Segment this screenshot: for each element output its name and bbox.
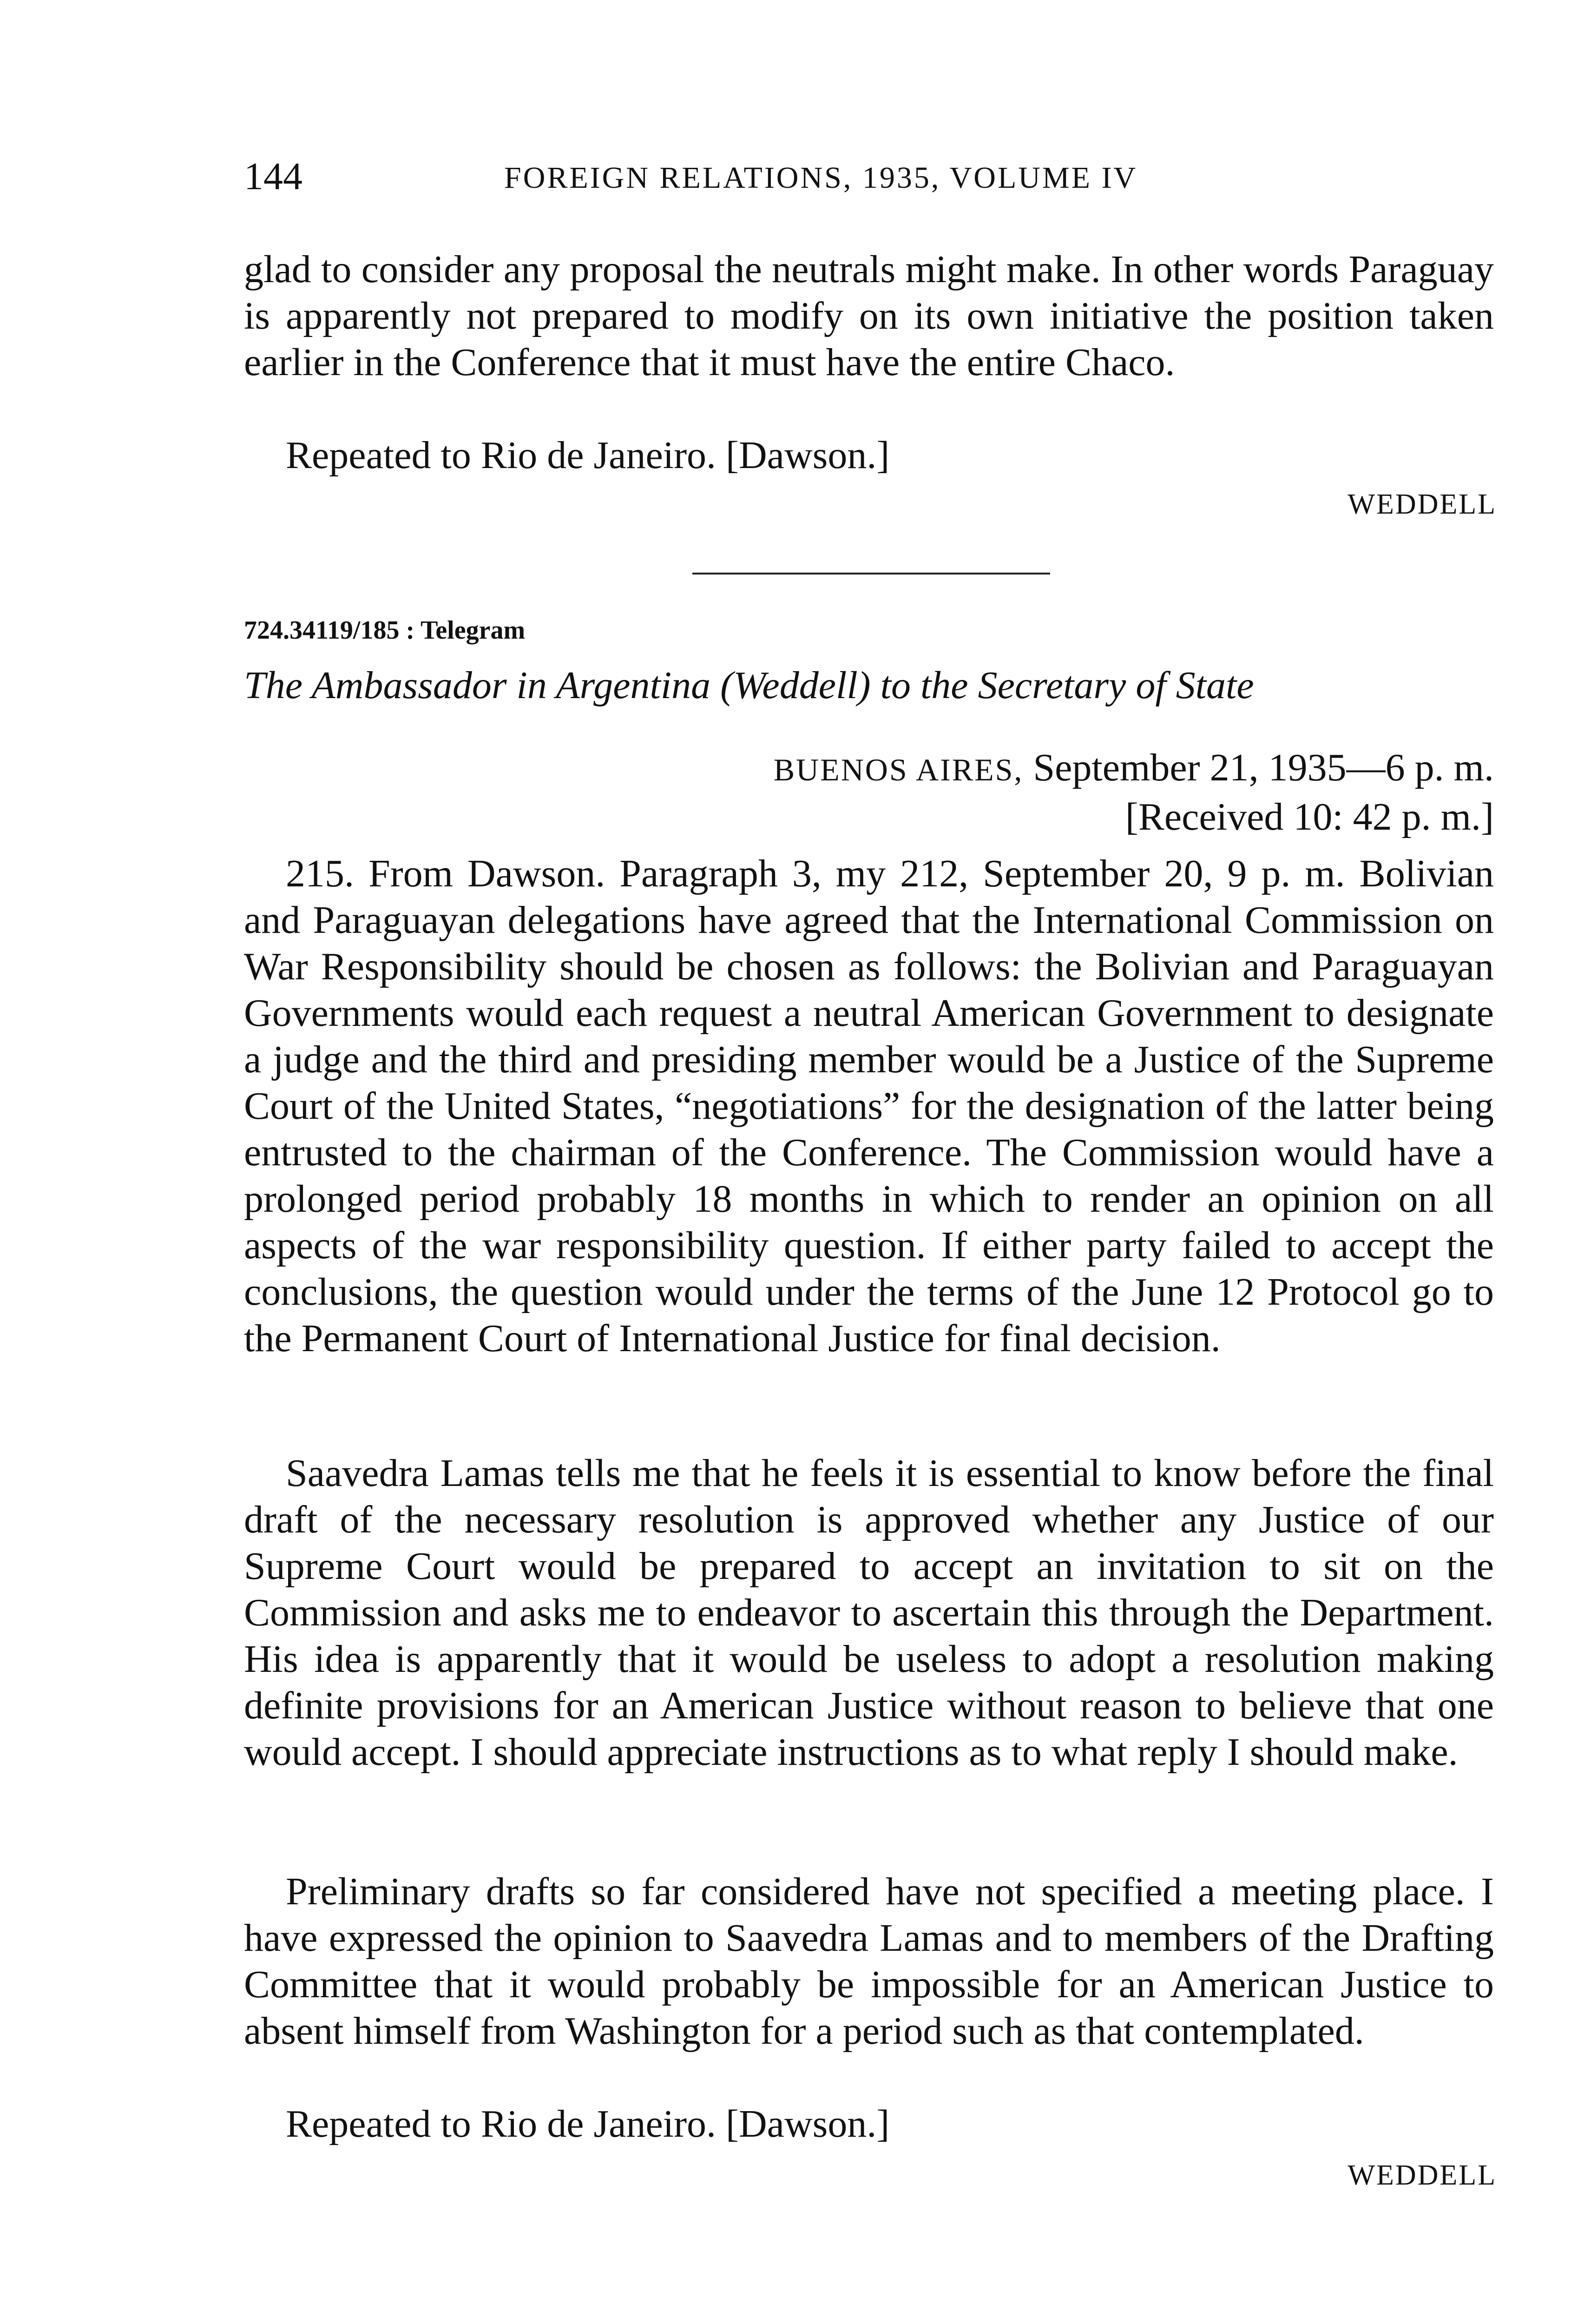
document-heading: The Ambassador in Argentina (Weddell) to the Secretary of State	[244, 664, 1254, 707]
dateline-date: September 21, 1935—6 p. m.	[1033, 746, 1494, 789]
page-number: 144	[244, 155, 302, 198]
paragraph-1: 215. From Dawson. Paragraph 3, my 212, September 20, 9 p. m. Bolivian and Paraguayan delegations have agreed that the International Commission on War Responsibility should be chosen as follows: the Bolivian and Paraguayan Governments would each request a neutral American Government to designate a judge and the third and presiding member would be a Justice of the Supreme Court of the United States, “negotiations” for the designation of the latter being entrusted to the chairman of the Conference. The Commission would have a prolonged period probably 18 months in which to render an opinion on all aspects of the war responsibility question. If either party failed to accept the conclusions, the question would under the terms of the June 12 Protocol go to the Permanent Court of International Justice for final decision.	[244, 852, 1494, 1360]
running-title: FOREIGN RELATIONS, 1935, VOLUME IV	[504, 161, 1138, 195]
paragraph-2: Saavedra Lamas tells me that he feels it is essential to know before the final draft of the necessary resolution is approved whether any Justice of our Supreme Court would be prepared to accept an invitation to sit on the Commission and asks me to endeavor to ascertain this through the Department. His idea is apparently that it would be useless to adopt a resolution making definite provisions for an American Justice without reason to believe that one would accept. I should appreciate instructions as to what reply I should make.	[244, 1452, 1494, 1774]
repeated-line-first: Repeated to Rio de Janeiro. [Dawson.]	[286, 434, 890, 477]
dateline	[774, 745, 1494, 793]
dateline-place: BUENOS AIRES,	[773, 752, 1024, 787]
section-divider	[692, 573, 1050, 574]
repeated-line-second: Repeated to Rio de Janeiro. [Dawson.]	[286, 2102, 890, 2146]
continuation-paragraph: glad to consider any proposal the neutrals might make. In other words Paraguay is apparently not prepared to modify on its own initiative the position taken earlier in the Conference that it must have the entire Chaco.	[244, 248, 1494, 384]
received-stamp: [Received 10: 42 p. m.]	[1125, 795, 1494, 838]
paragraph-3: Preliminary drafts so far considered have not specified a meeting place. I have expressed the opinion to Saavedra Lamas and to members of the Drafting Committee that it would probably be impossible for an American Justice to absent himself from Washington for a period such as that contemplated.	[244, 1870, 1494, 2053]
signature-second: WEDDELL	[1348, 2159, 1497, 2191]
signature-first: WEDDELL	[1348, 489, 1497, 520]
file-reference: 724.34119/185 : Telegram	[244, 616, 526, 645]
running-head	[244, 153, 1499, 205]
